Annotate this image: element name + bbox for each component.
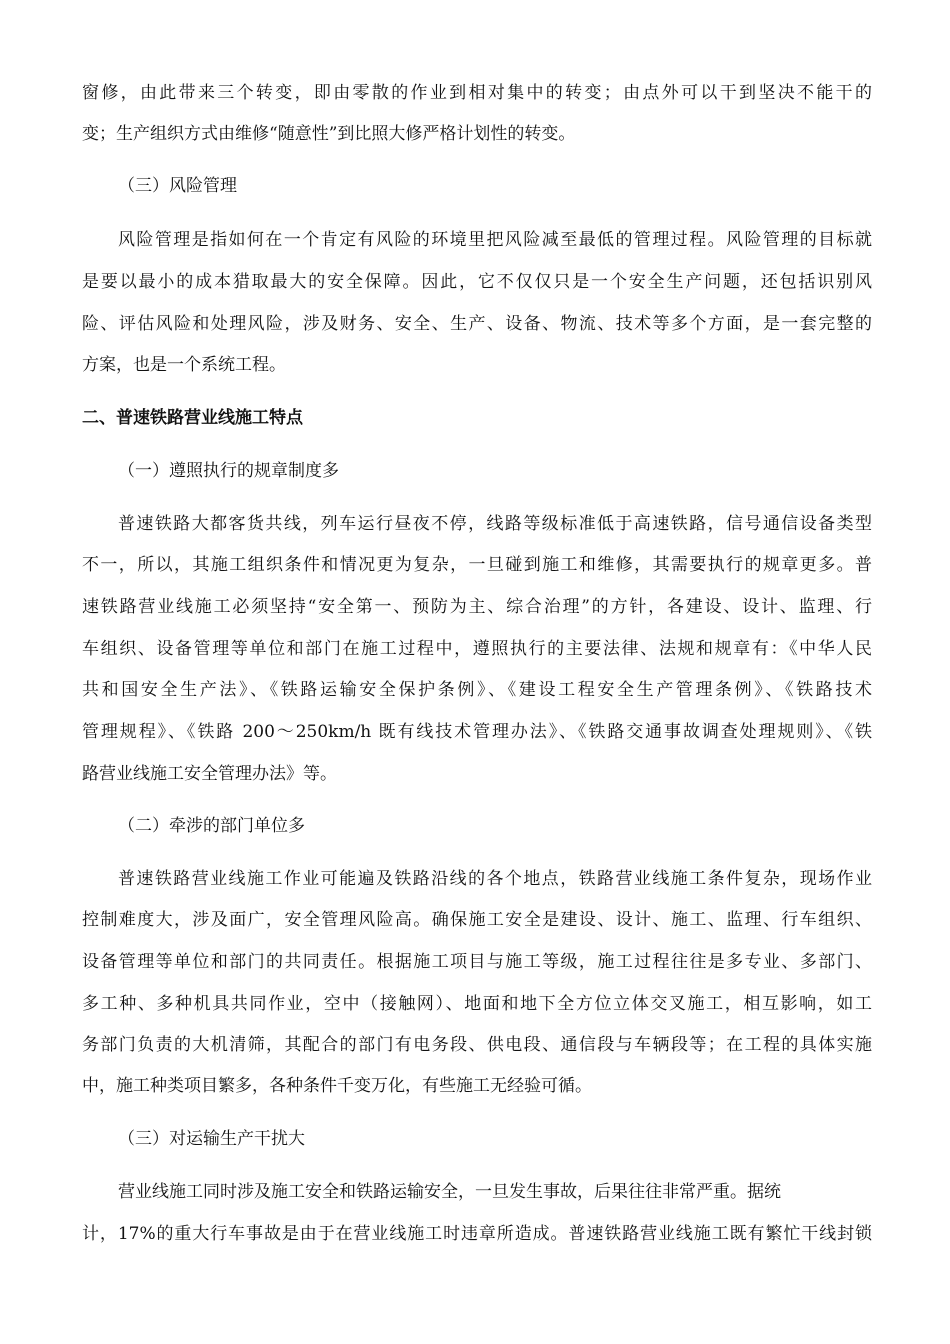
paragraph-line: 方案，也是一个系统工程。 [82, 355, 286, 375]
paragraph-line: 管理规程》、《铁路 200～250km/h 既有线技术管理办法》、《铁路交通事故调查处理规则》、《铁 [82, 722, 872, 742]
paragraph-line: 窗修，由此带来三个转变，即由零散的作业到相对集中的转变；由点外可以干到坚决不能干的 [82, 83, 872, 103]
paragraph-line: 控制难度大，涉及面广，安全管理风险高。确保施工安全是建设、设计、施工、监理、行车组织、 [82, 910, 872, 930]
section-heading: （三）对运输生产干扰大 [118, 1129, 305, 1149]
paragraph-line: 是要以最小的成本猎取最大的安全保障。因此，它不仅仅只是一个安全生产问题，还包括识别风 [82, 272, 872, 292]
paragraph-line: 路营业线施工安全管理办法》等。 [82, 764, 337, 784]
paragraph-line: 险、评估风险和处理风险，涉及财务、安全、生产、设备、物流、技术等多个方面，是一套完整的 [82, 314, 872, 334]
section-heading: （三）风险管理 [118, 176, 237, 196]
chapter-heading: 二、普速铁路营业线施工特点 [82, 408, 303, 428]
paragraph-line: 计，17%的重大行车事故是由于在营业线施工时违章所造成。普速铁路营业线施工既有繁忙干线封锁 [82, 1224, 872, 1244]
section-heading: （二）牵涉的部门单位多 [118, 816, 305, 836]
paragraph-line: 普速铁路大都客货共线，列车运行昼夜不停，线路等级标准低于高速铁路，信号通信设备类型 [118, 514, 872, 534]
paragraph-line: 中，施工种类项目繁多，各种条件千变万化，有些施工无经验可循。 [82, 1076, 592, 1096]
paragraph-line: 多工种、多种机具共同作业，空中（接触网）、地面和地下全方位立体交叉施工，相互影响，如工 [82, 994, 872, 1014]
paragraph-line: 速铁路营业线施工必须坚持“安全第一、预防为主、综合治理”的方针，各建设、设计、监理、行 [82, 597, 872, 617]
paragraph-line: 不一，所以，其施工组织条件和情况更为复杂，一旦碰到施工和维修，其需要执行的规章更多。普 [82, 555, 872, 575]
paragraph-line: 变；生产组织方式由维修“随意性”到比照大修严格计划性的转变。 [82, 124, 576, 144]
section-heading: （一）遵照执行的规章制度多 [118, 461, 339, 481]
paragraph-line: 普速铁路营业线施工作业可能遍及铁路沿线的各个地点，铁路营业线施工条件复杂，现场作业 [118, 869, 872, 889]
paragraph-line: 车组织、设备管理等单位和部门在施工过程中，遵照执行的主要法律、法规和规章有：《中华人民 [82, 639, 872, 659]
paragraph-line: 设备管理等单位和部门的共同责任。根据施工项目与施工等级，施工过程往往是多专业、多部门、 [82, 952, 872, 972]
paragraph-line: 风险管理是指如何在一个肯定有风险的环境里把风险减至最低的管理过程。风险管理的目标就 [118, 230, 872, 250]
paragraph-line: 营业线施工同时涉及施工安全和铁路运输安全，一旦发生事故，后果往往非常严重。据统 [118, 1182, 781, 1202]
paragraph-line: 务部门负责的大机清筛，其配合的部门有电务段、供电段、通信段与车辆段等；在工程的具体实施 [82, 1035, 872, 1055]
paragraph-line: 共和国安全生产法》、《铁路运输安全保护条例》、《建设工程安全生产管理条例》、《铁路技术 [82, 680, 872, 700]
